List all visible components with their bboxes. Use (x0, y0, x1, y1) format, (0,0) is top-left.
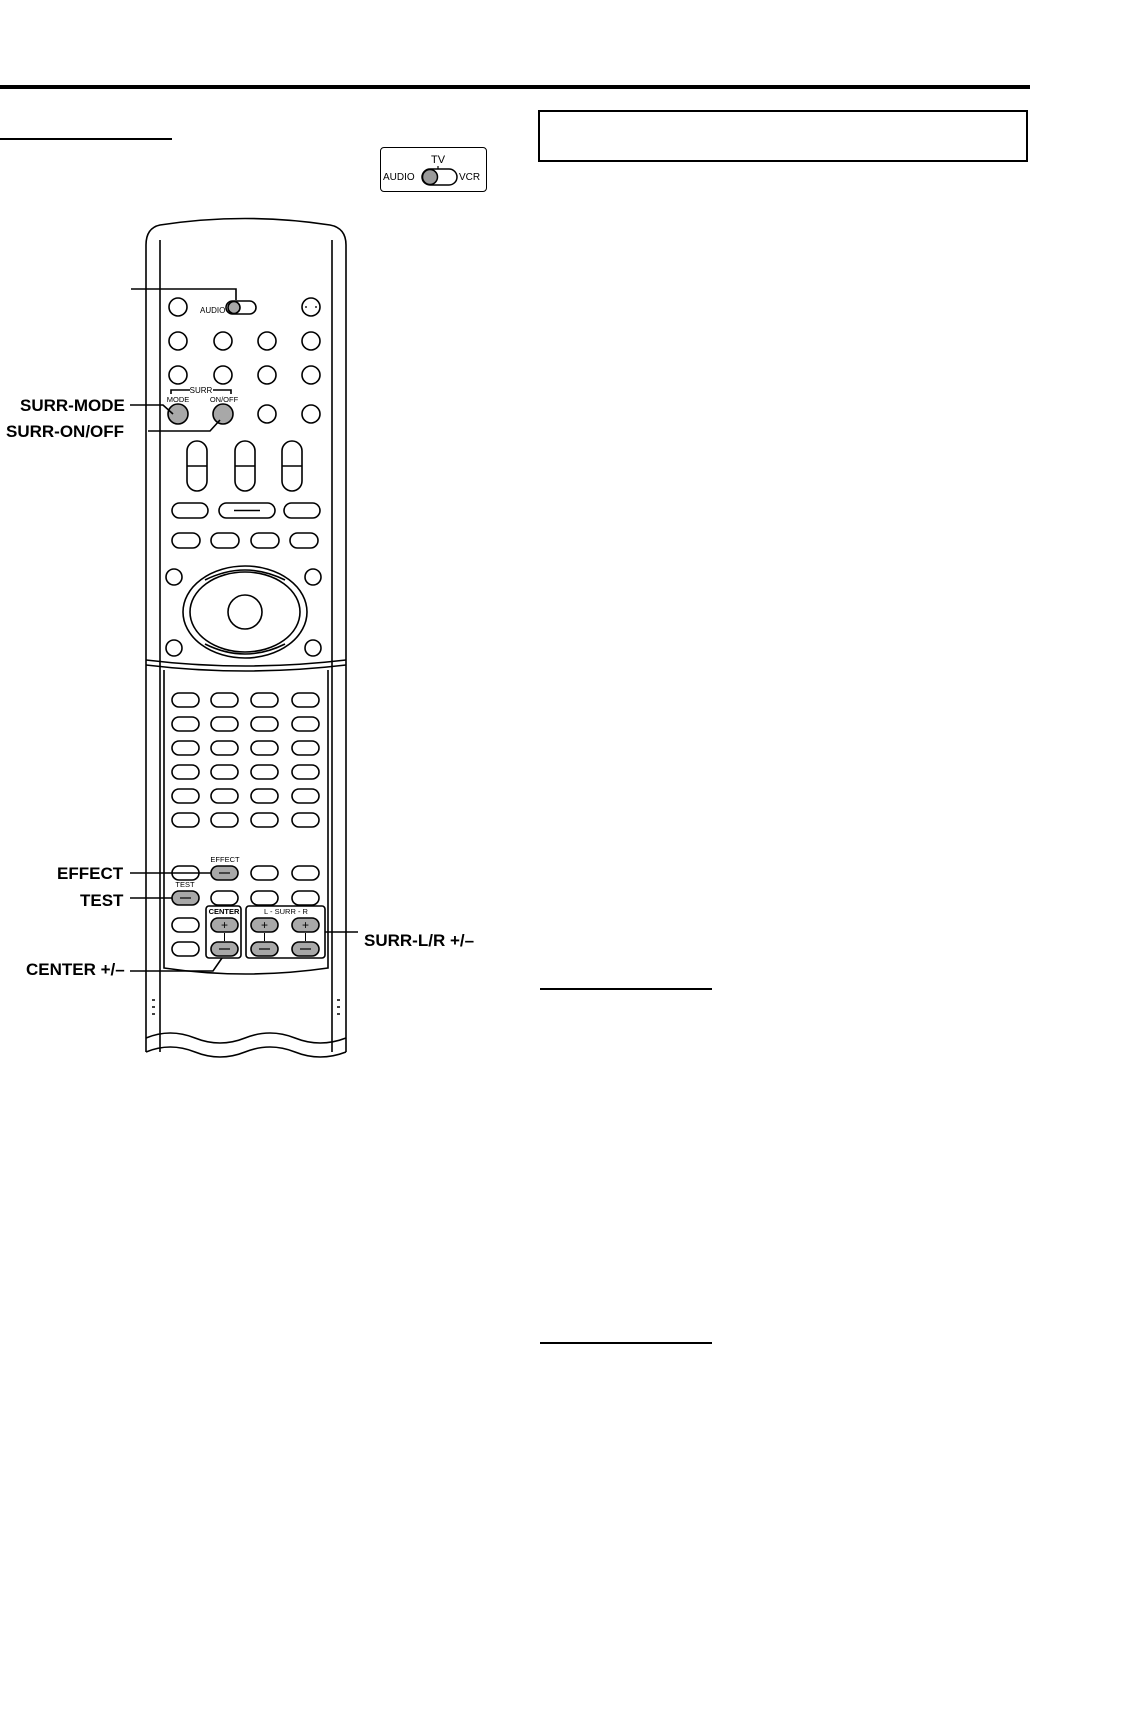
grid-key[interactable] (292, 693, 319, 707)
remote-nav-corner-bl[interactable] (166, 640, 182, 656)
remote-control-illustration (0, 0, 540, 1080)
remote-key-test-row-2[interactable] (211, 891, 238, 905)
grid-key[interactable] (172, 693, 199, 707)
center-plus-glyph: + (220, 918, 229, 932)
surr-on-off-button[interactable] (213, 404, 233, 424)
subheading-rule-1 (540, 988, 712, 990)
callout-surr-mode: SURR-MODE (20, 396, 125, 415)
remote-key-test-row-3[interactable] (251, 891, 278, 905)
remote-wide-button-3[interactable] (284, 503, 320, 518)
remote-key-test-row-4[interactable] (292, 891, 319, 905)
grid-key[interactable] (292, 813, 319, 827)
remote-button-r2c2[interactable] (214, 332, 232, 350)
remote-on-off-label: ON/OFF (209, 395, 239, 404)
callout-surr-lr: SURR-L/R +/– (364, 931, 475, 950)
grid-key[interactable] (172, 741, 199, 755)
section-title-box (538, 110, 1028, 162)
remote-button-r3c2[interactable] (214, 366, 232, 384)
grid-key[interactable] (251, 741, 278, 755)
grid-key[interactable] (172, 813, 199, 827)
remote-effect-label: EFFECT (210, 855, 240, 864)
grid-key[interactable] (211, 789, 238, 803)
remote-button-r2c3[interactable] (258, 332, 276, 350)
surr-mode-button[interactable] (168, 404, 188, 424)
subheading-rule-2 (540, 1342, 712, 1344)
remote-surr-label: SURR (189, 386, 213, 395)
grid-key[interactable] (251, 789, 278, 803)
remote-oval-2[interactable] (211, 533, 239, 548)
surr-l-plus-glyph: + (260, 918, 269, 932)
grid-key[interactable] (251, 765, 278, 779)
surr-r-plus-glyph: + (301, 918, 310, 932)
remote-nav-corner-br[interactable] (305, 640, 321, 656)
grid-key[interactable] (211, 813, 238, 827)
remote-audio-label: AUDIO (200, 306, 226, 315)
remote-mode-label: MODE (166, 395, 190, 404)
callout-test: TEST (80, 891, 124, 910)
remote-rocker-keys (187, 441, 302, 491)
grid-key[interactable] (251, 693, 278, 707)
mode-switch-audio-label: AUDIO (383, 172, 415, 183)
remote-nav-corner-tl[interactable] (166, 569, 182, 585)
remote-button-r4c4[interactable] (302, 405, 320, 423)
remote-button-r3c3[interactable] (258, 366, 276, 384)
remote-oval-3[interactable] (251, 533, 279, 548)
grid-key[interactable] (211, 717, 238, 731)
remote-button-r1c4[interactable] (302, 298, 320, 316)
remote-oval-4[interactable] (290, 533, 318, 548)
grid-key[interactable] (172, 717, 199, 731)
remote-button-r3c4[interactable] (302, 366, 320, 384)
grid-key[interactable] (172, 789, 199, 803)
callout-effect: EFFECT (57, 864, 124, 883)
remote-l-surr-r-label: L - SURR - R (264, 907, 308, 916)
remote-button-r2c4[interactable] (302, 332, 320, 350)
remote-test-label: TEST (175, 880, 195, 889)
remote-nav-corner-tr[interactable] (305, 569, 321, 585)
remote-key-effect-row-4[interactable] (292, 866, 319, 880)
remote-key-lower-left-1[interactable] (172, 918, 199, 932)
remote-oval-1[interactable] (172, 533, 200, 548)
grid-key[interactable] (211, 765, 238, 779)
mode-switch-tv-label: TV (430, 154, 446, 166)
remote-center-label: CENTER (208, 907, 240, 916)
remote-nav-center[interactable] (228, 595, 262, 629)
grid-key[interactable] (211, 693, 238, 707)
remote-mode-switch-knob[interactable] (228, 302, 240, 314)
remote-key-lower-left-2[interactable] (172, 942, 199, 956)
grid-key[interactable] (211, 741, 238, 755)
grid-key[interactable] (292, 741, 319, 755)
grid-key[interactable] (251, 717, 278, 731)
remote-button-r4c3[interactable] (258, 405, 276, 423)
mode-switch-vcr-label: VCR (459, 172, 481, 183)
remote-button-r3c1[interactable] (169, 366, 187, 384)
grid-key[interactable] (292, 789, 319, 803)
callout-surr-on-off: SURR-ON/OFF (6, 422, 125, 441)
remote-button-r2c1[interactable] (169, 332, 187, 350)
grid-key[interactable] (251, 813, 278, 827)
grid-key[interactable] (292, 765, 319, 779)
grid-key[interactable] (292, 717, 319, 731)
remote-key-effect-row-3[interactable] (251, 866, 278, 880)
remote-wide-button-1[interactable] (172, 503, 208, 518)
remote-button-r1c1[interactable] (169, 298, 187, 316)
callout-center: CENTER +/– (26, 960, 125, 979)
grid-key[interactable] (172, 765, 199, 779)
